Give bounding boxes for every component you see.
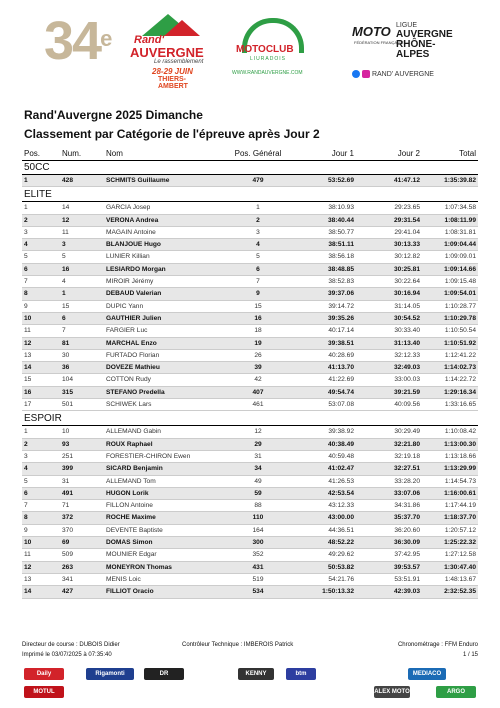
row-pos: 1 — [24, 428, 28, 436]
row-name: BLANJOUE Hugo — [106, 241, 161, 249]
row-jour1: 38:48.85 — [327, 265, 354, 273]
table-row — [22, 374, 478, 386]
table-row — [22, 276, 478, 288]
table-row — [22, 488, 478, 500]
sponsor-logo: MEDIACO — [408, 668, 446, 680]
row-pos-general: 479 — [252, 177, 264, 184]
row-name: MENIS Loic — [106, 575, 141, 583]
social-links: RAND' AUVERGNE — [352, 70, 434, 78]
sponsor-logo: KENNY — [238, 668, 274, 680]
directeur-de-course: Directeur de course : DUBOIS Didier — [22, 642, 120, 648]
row-name: FORESTIER-CHIRON Ewen — [106, 452, 191, 460]
row-num: 399 — [62, 465, 74, 473]
row-num: 6 — [62, 314, 66, 322]
row-pos-general: 534 — [252, 588, 264, 596]
table-row — [22, 387, 478, 399]
row-pos-general: 2 — [256, 216, 260, 224]
row-pos: 10 — [24, 314, 32, 322]
row-total: 1:18:37.70 — [444, 514, 476, 522]
row-name: FILLIOT Oracio — [106, 588, 154, 596]
row-num: 315 — [62, 388, 74, 396]
row-num: 10 — [62, 428, 70, 436]
row-pos: 4 — [24, 241, 28, 249]
table-row — [22, 239, 478, 251]
row-pos: 3 — [24, 228, 28, 236]
row-name: FILLON Antoine — [106, 502, 153, 510]
row-pos-general: 3 — [256, 228, 260, 236]
row-name: ROUX Raphael — [106, 440, 153, 448]
row-name: MOUNIER Edgar — [106, 551, 157, 559]
row-name: MAGAIN Antoine — [106, 228, 156, 236]
row-pos-general: 1 — [256, 204, 260, 212]
row-pos-general: 300 — [252, 539, 264, 547]
row-jour1: 49:54.74 — [327, 388, 354, 396]
row-jour1: 43:00.00 — [327, 514, 354, 522]
col-pos-general: Pos. Général — [234, 149, 282, 158]
row-pos: 1 — [24, 177, 28, 184]
controleur-technique: Contrôleur Technique : IMBEROIS Patrick — [182, 642, 294, 648]
row-pos: 1 — [24, 204, 28, 212]
row-pos-general: 461 — [252, 401, 264, 409]
row-name: SCHMITS Guillaume — [106, 177, 170, 184]
row-num: 372 — [62, 514, 74, 522]
row-name: MIROIR Jérémy — [106, 278, 154, 286]
table-row — [22, 362, 478, 374]
row-jour2: 37:42.95 — [394, 551, 420, 559]
row-pos: 15 — [24, 376, 32, 384]
row-pos: 2 — [24, 216, 28, 224]
row-num: 263 — [62, 563, 74, 571]
row-num: 36 — [62, 364, 70, 372]
row-jour1: 53:07.08 — [328, 401, 354, 409]
row-num: 427 — [62, 588, 74, 596]
row-jour2: 32:19.18 — [394, 452, 420, 460]
table-row — [22, 251, 478, 263]
page-number: 1 / 15 — [462, 652, 478, 658]
row-num: 251 — [62, 452, 74, 460]
row-pos-general: 15 — [254, 302, 262, 310]
table-row — [22, 350, 478, 362]
row-name: LESIARDO Morgan — [106, 265, 166, 273]
row-num: 501 — [62, 401, 74, 409]
row-jour1: 38:52.83 — [328, 278, 354, 286]
row-pos: 5 — [24, 477, 28, 485]
row-jour1: 38:40.44 — [327, 216, 354, 224]
row-pos: 10 — [24, 539, 32, 547]
row-pos: 13 — [24, 351, 32, 359]
row-jour1: 40:38.49 — [327, 440, 354, 448]
row-total: 1:14:02.73 — [444, 364, 476, 372]
row-jour2: 32:27.51 — [393, 465, 420, 473]
row-pos-general: 18 — [254, 327, 262, 335]
col-total: Total — [459, 149, 476, 158]
row-jour2: 30:29.49 — [394, 428, 420, 436]
row-num: 428 — [62, 177, 74, 184]
row-jour1: 39:35.26 — [327, 314, 354, 322]
row-pos-general: 431 — [252, 563, 264, 571]
row-num: 104 — [62, 376, 74, 384]
row-pos-general: 16 — [254, 314, 262, 322]
row-total: 1:10:29.78 — [444, 314, 476, 322]
table-row — [22, 586, 478, 598]
sponsor-logo: ALEX MOTO — [374, 686, 410, 698]
row-num: 15 — [62, 302, 70, 310]
row-total: 1:09:54.01 — [444, 290, 476, 298]
row-num: 14 — [62, 204, 70, 212]
row-jour2: 31:14.05 — [394, 302, 420, 310]
row-num: 71 — [62, 502, 70, 510]
row-total: 1:25:22.32 — [444, 539, 476, 547]
row-pos-general: 31 — [254, 452, 262, 460]
row-name: MONEYRON Thomas — [106, 563, 172, 571]
rand-auvergne-logo: Rand' AUVERGNE Le rassemblement 28-29 JUIN THIERS-AMBERT — [128, 12, 210, 82]
row-jour2: 30:13.33 — [393, 241, 420, 249]
row-jour2: 31:13.40 — [393, 339, 420, 347]
row-jour1: 40:59.48 — [328, 452, 354, 460]
row-jour2: 30:33.40 — [394, 327, 420, 335]
category-name: 50CC — [24, 162, 50, 173]
row-pos-general: 19 — [254, 339, 262, 347]
row-total: 1:12:41.22 — [444, 351, 476, 359]
table-row — [22, 202, 478, 214]
table-row — [22, 313, 478, 325]
row-jour2: 29:23.65 — [394, 204, 420, 212]
row-total: 1:48:13.67 — [444, 575, 476, 583]
row-name: LUNIER Killian — [106, 253, 150, 261]
row-total: 1:14:54.73 — [444, 477, 476, 485]
row-pos-general: 29 — [254, 440, 262, 448]
row-total: 1:09:09.01 — [444, 253, 476, 261]
row-total: 1:10:08.42 — [444, 428, 476, 436]
table-row — [22, 426, 478, 438]
row-pos-general: 407 — [252, 388, 264, 396]
row-jour2: 39:21.59 — [393, 388, 420, 396]
row-num: 3 — [62, 241, 66, 249]
row-jour2: 32:12.33 — [394, 351, 420, 359]
row-pos-general: 4 — [256, 241, 260, 249]
row-name: SCHIWEK Lars — [106, 401, 152, 409]
page-subtitle: Classement par Catégorie de l'épreuve après Jour 2 — [24, 127, 320, 141]
row-total: 1:35:39.82 — [444, 177, 476, 184]
row-jour1: 39:38.92 — [328, 428, 354, 436]
table-row — [22, 562, 478, 574]
row-jour2: 30:25.81 — [393, 265, 420, 273]
row-jour1: 39:14.72 — [328, 302, 354, 310]
row-jour2: 36:20.60 — [394, 526, 420, 534]
col-jour2: Jour 2 — [397, 149, 420, 158]
row-total: 1:08:11.99 — [444, 216, 476, 224]
row-pos: 11 — [24, 327, 31, 335]
row-name: DEVENTE Baptiste — [106, 526, 163, 534]
row-jour2: 32:21.80 — [393, 440, 420, 448]
row-jour2: 53:51.91 — [394, 575, 420, 583]
row-pos: 11 — [24, 551, 31, 559]
row-jour1: 40:17.14 — [328, 327, 354, 335]
row-jour1: 42:53.54 — [327, 489, 354, 497]
row-jour2: 42:39.03 — [393, 588, 420, 596]
row-jour1: 41:13.70 — [327, 364, 354, 372]
row-jour1: 41:02.47 — [327, 465, 354, 473]
row-jour2: 41:47.12 — [393, 177, 420, 184]
row-jour2: 30:54.52 — [393, 314, 420, 322]
row-num: 11 — [62, 228, 69, 236]
table-row — [22, 301, 478, 313]
table-row — [22, 227, 478, 239]
row-jour2: 30:12.82 — [394, 253, 420, 261]
col-num: Num. — [62, 149, 82, 158]
row-pos: 5 — [24, 253, 28, 261]
row-pos: 17 — [24, 401, 32, 409]
row-pos-general: 519 — [252, 575, 264, 583]
row-total: 1:29:16.34 — [444, 388, 476, 396]
edition-number: 34e — [44, 11, 111, 71]
row-num: 69 — [62, 539, 70, 547]
table-row — [22, 512, 478, 524]
row-name: DEBAUD Valerian — [106, 290, 162, 298]
row-name: ALLEMAND Gabin — [106, 428, 161, 436]
row-pos: 14 — [24, 364, 32, 372]
sponsor-logo: btm — [286, 668, 316, 680]
table-row — [22, 264, 478, 276]
row-num: 12 — [62, 216, 70, 224]
row-total: 1:17:44.19 — [444, 502, 476, 510]
row-pos-general: 9 — [256, 290, 260, 298]
table-row — [22, 215, 478, 227]
sponsor-logo: Daily — [24, 668, 64, 680]
table-row — [22, 537, 478, 549]
row-num: 7 — [62, 327, 66, 335]
row-pos-general: 59 — [254, 489, 262, 497]
table-row — [22, 288, 478, 300]
row-total: 1:13:18.66 — [444, 452, 476, 460]
row-name: STEFANO Predella — [106, 388, 165, 396]
row-pos: 6 — [24, 265, 28, 273]
table-row — [22, 399, 478, 411]
chronometrage: Chronométrage : FFM Enduro — [397, 642, 478, 648]
row-jour2: 34:31.86 — [394, 502, 420, 510]
table-row — [22, 476, 478, 488]
table-row — [22, 574, 478, 586]
table-row — [22, 338, 478, 350]
row-name: HUGON Lorik — [106, 489, 149, 497]
row-num: 509 — [62, 551, 74, 559]
motoclub-logo: MOTOCLUB LIURADOIS WWW.RANDAUVERGNE.COM — [228, 18, 316, 76]
row-jour1: 39:37.06 — [327, 290, 354, 298]
col-pos: Pos. — [24, 149, 41, 158]
row-total: 1:09:14.66 — [444, 265, 476, 273]
row-jour1: 39:38.51 — [327, 339, 354, 347]
row-num: 491 — [62, 489, 74, 497]
category-name: ESPOIR — [24, 413, 62, 425]
row-total: 2:32:52.35 — [444, 588, 476, 596]
row-jour2: 33:28.20 — [394, 477, 420, 485]
row-num: 31 — [62, 477, 70, 485]
row-jour2: 32:49.03 — [393, 364, 420, 372]
row-total: 1:10:51.92 — [444, 339, 476, 347]
row-jour1: 48:52.22 — [327, 539, 354, 547]
row-total: 1:16:00.61 — [444, 489, 476, 497]
row-jour1: 41:22.69 — [328, 376, 354, 384]
table-row — [22, 525, 478, 537]
row-total: 1:13:29.99 — [444, 465, 476, 473]
row-total: 1:13:00.30 — [444, 440, 476, 448]
table-row — [22, 463, 478, 475]
row-name: SICARD Benjamin — [106, 465, 163, 473]
row-total: 1:09:15.48 — [444, 278, 476, 286]
row-jour1: 41:26.53 — [328, 477, 354, 485]
row-pos: 16 — [24, 388, 32, 396]
page-title: Rand'Auvergne 2025 Dimanche — [24, 108, 203, 122]
row-total: 1:10:28.77 — [444, 302, 476, 310]
row-jour2: 33:07.06 — [393, 489, 420, 497]
row-pos-general: 5 — [256, 253, 260, 261]
row-pos: 14 — [24, 588, 32, 596]
row-pos-general: 7 — [256, 278, 260, 286]
row-name: VERONA Andrea — [106, 216, 159, 224]
row-jour1: 1:50:13.32 — [322, 588, 354, 596]
row-name: DOVEZE Mathieu — [106, 364, 160, 372]
row-total: 1:09:04.44 — [444, 241, 476, 249]
row-pos: 12 — [24, 563, 32, 571]
category-name: ELITE — [24, 189, 52, 201]
category-heading — [22, 411, 478, 426]
row-total: 1:08:31.81 — [444, 228, 476, 236]
table-row — [22, 175, 478, 187]
row-num: 370 — [62, 526, 74, 534]
sponsor-logo: MOTUL — [24, 686, 64, 698]
row-pos-general: 164 — [252, 526, 264, 534]
table-row — [22, 451, 478, 463]
row-pos: 6 — [24, 489, 28, 497]
table-row — [22, 500, 478, 512]
ffm-ligue-logo: MOTO FÉDÉRATION FRANÇAISE LIGUE AUVERGNE RHÔNE-ALPES RAND' AUVERGNE — [352, 22, 453, 78]
row-jour2: 35:37.70 — [393, 514, 420, 522]
row-pos-general: 49 — [254, 477, 262, 485]
row-total: 1:07:34.58 — [444, 204, 476, 212]
row-pos: 7 — [24, 502, 28, 510]
facebook-icon — [352, 70, 360, 78]
row-pos-general: 352 — [252, 551, 264, 559]
row-num: 341 — [62, 575, 74, 583]
row-jour1: 38:51.11 — [328, 241, 354, 249]
row-pos-general: 88 — [254, 502, 262, 510]
row-name: DUPIC Yann — [106, 302, 144, 310]
instagram-icon — [362, 70, 370, 78]
row-num: 93 — [62, 440, 70, 448]
row-pos-general: 12 — [254, 428, 262, 436]
row-name: ROCHE Maxime — [106, 514, 156, 522]
col-jour1: Jour 1 — [331, 149, 354, 158]
row-jour1: 50:53.82 — [327, 563, 354, 571]
category-heading — [22, 160, 478, 175]
row-jour1: 38:56.18 — [328, 253, 354, 261]
row-jour1: 44:36.51 — [328, 526, 354, 534]
row-pos-general: 6 — [256, 265, 260, 273]
results-table — [22, 160, 478, 599]
table-row — [22, 549, 478, 561]
row-name: FURTADO Florian — [106, 351, 160, 359]
row-jour1: 38:10.93 — [328, 204, 354, 212]
print-date: Imprimé le 03/07/2025 à 07:35:40 — [22, 652, 112, 658]
row-num: 5 — [62, 253, 66, 261]
row-name: COTTON Rudy — [106, 376, 151, 384]
row-pos-general: 42 — [254, 376, 262, 384]
page-header — [0, 0, 500, 92]
row-total: 1:10:50.54 — [444, 327, 476, 335]
col-nom: Nom — [106, 149, 123, 158]
row-pos: 9 — [24, 526, 28, 534]
row-name: GARCIA Josep — [106, 204, 151, 212]
row-num: 4 — [62, 278, 66, 286]
row-pos-general: 110 — [252, 514, 264, 522]
row-pos-general: 34 — [254, 465, 262, 473]
row-jour1: 43:12.33 — [328, 502, 354, 510]
row-pos: 3 — [24, 452, 28, 460]
row-jour2: 29:41.04 — [394, 228, 420, 236]
row-name: FARGIER Luc — [106, 327, 148, 335]
sponsor-logo: ARGO — [436, 686, 476, 698]
row-jour1: 49:29.62 — [328, 551, 354, 559]
row-num: 1 — [62, 290, 66, 298]
row-jour1: 38:50.77 — [328, 228, 354, 236]
row-num: 30 — [62, 351, 70, 359]
row-pos: 2 — [24, 440, 28, 448]
row-jour2: 30:16.94 — [393, 290, 420, 298]
row-jour2: 29:31.54 — [393, 216, 420, 224]
row-name: ALLEMAND Tom — [106, 477, 156, 485]
row-name: GAUTHIER Julien — [106, 314, 162, 322]
row-jour2: 36:30.09 — [393, 539, 420, 547]
row-jour1: 53:52.69 — [327, 177, 354, 184]
table-row — [22, 439, 478, 451]
row-jour2: 39:53.57 — [393, 563, 420, 571]
row-jour1: 40:28.69 — [328, 351, 354, 359]
row-total: 1:30:47.40 — [444, 563, 476, 571]
row-pos: 8 — [24, 514, 28, 522]
row-jour2: 30:22.64 — [394, 278, 420, 286]
row-pos: 13 — [24, 575, 32, 583]
row-pos: 9 — [24, 302, 28, 310]
row-total: 1:14:22.72 — [444, 376, 476, 384]
sponsor-logo: Rigamonti — [86, 668, 134, 680]
row-name: MARCHAL Enzo — [106, 339, 157, 347]
category-heading — [22, 187, 478, 202]
row-pos: 12 — [24, 339, 32, 347]
row-total: 1:27:12.58 — [444, 551, 476, 559]
row-total: 1:33:16.65 — [444, 401, 476, 409]
sponsor-strip — [24, 668, 476, 704]
row-jour2: 40:09.56 — [394, 401, 420, 409]
sponsor-logo: DR — [144, 668, 184, 680]
row-pos: 8 — [24, 290, 28, 298]
table-row — [22, 325, 478, 337]
row-num: 81 — [62, 339, 70, 347]
row-jour1: 54:21.76 — [328, 575, 354, 583]
row-pos: 4 — [24, 465, 28, 473]
row-name: DOMAS Simon — [106, 539, 153, 547]
row-pos-general: 26 — [254, 351, 262, 359]
row-pos-general: 39 — [254, 364, 262, 372]
row-pos: 7 — [24, 278, 28, 286]
row-jour2: 33:00.03 — [394, 376, 420, 384]
row-total: 1:20:57.12 — [444, 526, 476, 534]
row-num: 16 — [62, 265, 70, 273]
